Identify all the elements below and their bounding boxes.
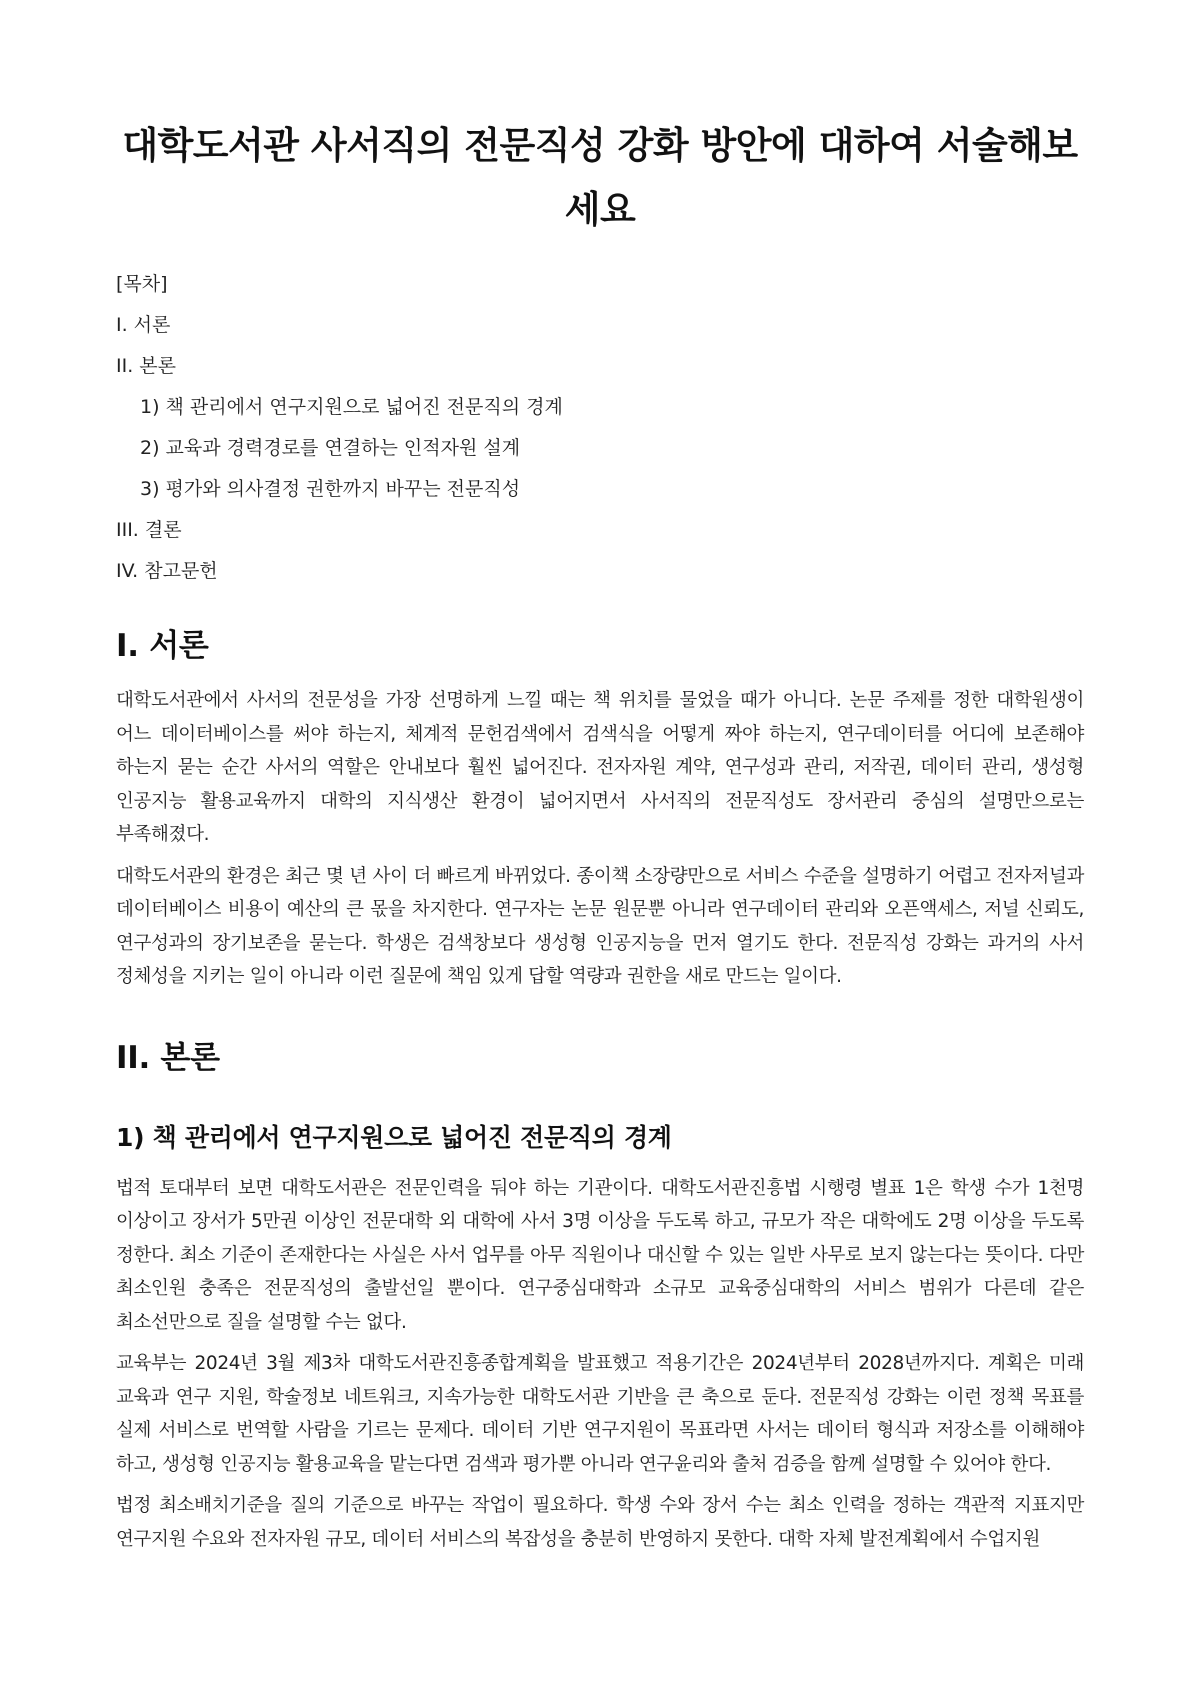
- section-heading-intro: I. 서론: [116, 628, 209, 664]
- toc-heading: [목차]: [116, 273, 168, 295]
- toc-item-body-1: 1) 책 관리에서 연구지원으로 넓어진 전문직의 경계: [140, 396, 563, 418]
- intro-paragraph-1: 대학도서관에서 사서의 전문성을 가장 선명하게 느낄 때는 책 위치를 물었을 때가 아니다. 논문 주제를 정한 대학원생이 어느 데이터베이스를 써야 하는지, 체계적 문헌검색에서 검색식을 어떻게 짜야 하는지, 연구데이터를 어디에 보존해야 하는지 묻는 순간 사서의 역할은 안내보다 훨씬 넓어진다. 전자자원 계약, 연구성과 관리, 저작권, 데이터 관리, 생성형 인공지능 활용교육까지 대학의 지식생산 환경이 넓어지면서 사서직의 전문직성도 장서관리 중심의 설명만으로는 부족해졌다.: [116, 690, 1084, 845]
- toc-item-body-3: 3) 평가와 의사결정 권한까지 바꾸는 전문직성: [140, 478, 521, 500]
- toc-item-body: II. 본론: [116, 355, 176, 377]
- toc-item-body-2: 2) 교육과 경력경로를 연결하는 인적자원 설계: [140, 437, 521, 459]
- toc-item-references: IV. 참고문헌: [116, 560, 218, 582]
- table-of-contents: [116, 264, 1084, 592]
- subsection-heading-1: 1) 책 관리에서 연구지원으로 넓어진 전문직의 경계: [116, 1122, 672, 1152]
- subsection-1-paragraph-3: 법정 최소배치기준을 질의 기준으로 바꾸는 작업이 필요하다. 학생 수와 장서 수는 최소 인력을 정하는 객관적 지표지만 연구지원 수요와 전자자원 규모, 데이터 서비스의 복잡성을 충분히 반영하지 못한다. 대학 자체 발전계획에서 수업지원: [116, 1495, 1084, 1550]
- intro-paragraph-2: 대학도서관의 환경은 최근 몇 년 사이 더 빠르게 바뀌었다. 종이책 소장량만으로 서비스 수준을 설명하기 어렵고 전자저널과 데이터베이스 비용이 예산의 큰 몫을 차지한다. 연구자는 논문 원문뿐 아니라 연구데이터 관리와 오픈액세스, 저널 신뢰도, 연구성과의 장기보존을 묻는다. 학생은 검색창보다 생성형 인공지능을 먼저 열기도 한다. 전문직성 강화는 과거의 사서 정체성을 지키는 일이 아니라 이런 질문에 책임 있게 답할 역량과 권한을 새로 만드는 일이다.: [116, 865, 1084, 987]
- subsection-1-paragraph-2: 교육부는 2024년 3월 제3차 대학도서관진흥종합계획을 발표했고 적용기간은 2024년부터 2028년까지다. 계획은 미래 교육과 연구 지원, 학술정보 네트워크, 지속가능한 대학도서관 기반을 큰 축으로 둔다. 전문직성 강화는 이런 정책 목표를 실제 서비스로 번역할 사람을 기르는 문제다. 데이터 기반 연구지원이 목표라면 사서는 데이터 형식과 저장소를 이해해야 하고, 생성형 인공지능 활용교육을 맡는다면 검색과 평가뿐 아니라 연구윤리와 출처 검증을 함께 설명할 수 있어야 한다.: [116, 1353, 1084, 1475]
- document-title: 대학도서관 사서직의 전문직성 강화 방안에 대하여 서술해보세요: [122, 124, 1078, 231]
- subsection-1-paragraph-1: 법적 토대부터 보면 대학도서관은 전문인력을 둬야 하는 기관이다. 대학도서관진흥법 시행령 별표 1은 학생 수가 1천명 이상이고 장서가 5만권 이상인 전문대학 외 대학에 사서 3명 이상을 두도록 하고, 규모가 작은 대학에도 2명 이상을 두도록 정한다. 최소 기준이 존재한다는 사실은 사서 업무를 아무 직원이나 대신할 수 있는 일반 사무로 보지 않는다는 뜻이다. 다만 최소인원 충족은 전문직성의 출발선일 뿐이다. 연구중심대학과 소규모 교육중심대학의 서비스 범위가 다른데 같은 최소선만으로 질을 설명할 수는 없다.: [116, 1177, 1084, 1333]
- section-heading-body: II. 본론: [116, 1039, 220, 1076]
- toc-item-conclusion: III. 결론: [116, 519, 182, 541]
- toc-item-intro: I. 서론: [116, 314, 171, 336]
